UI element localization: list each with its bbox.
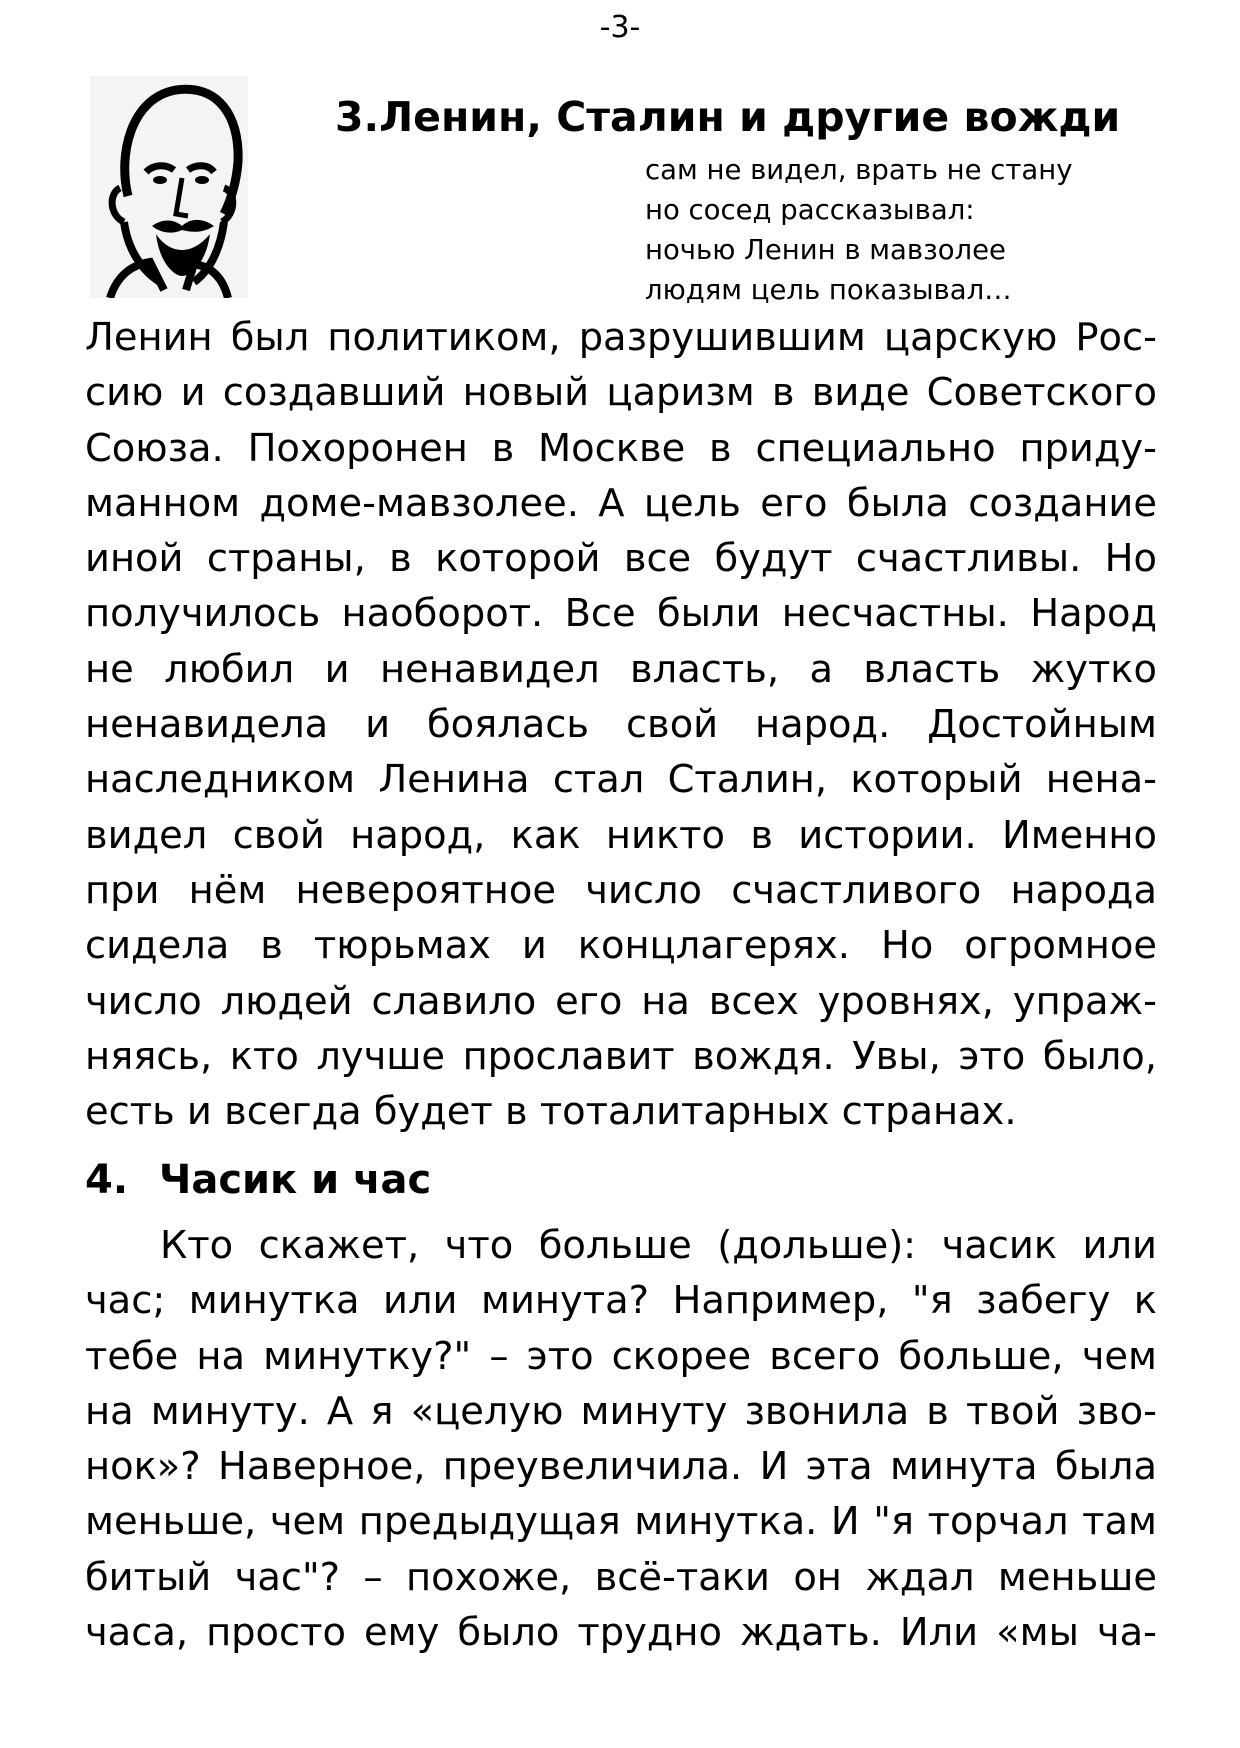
epigraph-line: людям цель показывал… [645, 274, 1012, 306]
paragraph-line: Ленин был политиком, разрушившим царскую Рос- [85, 315, 1157, 360]
paragraph-line: наследником Ленина стал Сталин, который нена- [85, 757, 1157, 803]
section-4-heading [85, 1154, 431, 1206]
paragraph-line: на минуту. А я «целую минуту звонила в твой зво- [85, 1388, 1157, 1434]
epigraph-line: ночью Ленин в мавзолее [645, 234, 1006, 266]
paragraph-line: сию и создавший новый царизм в виде Советского [85, 370, 1157, 416]
paragraph-line: манном доме-мавзолее. А цель его была создание [85, 480, 1157, 526]
epigraph [645, 150, 1073, 310]
paragraph-line: иной страны, в которой все будут счастливы. Но [85, 536, 1157, 582]
page-number: -3- [599, 10, 641, 45]
epigraph-line: но сосед рассказывал: [645, 194, 975, 226]
paragraph-line: часа, просто ему было трудно ждать. Или «мы ча- [85, 1610, 1157, 1656]
paragraph-line: няясь, кто лучше прославит вождя. Увы, это было, [85, 1033, 1157, 1079]
paragraph-line: тебе на минутку?" – это скорее всего больше, чем [85, 1333, 1157, 1379]
paragraph-line: получилось наоборот. Все были несчастны. Народ [85, 591, 1157, 637]
paragraph-line: сидела в тюрьмах и концлагерях. Но огромное [85, 923, 1157, 969]
paragraph-line: меньше, чем предыдущая минутка. И "я торчал там [85, 1499, 1157, 1545]
paragraph-line: видел свой народ, как никто в истории. Именно [85, 812, 1157, 858]
epigraph-line: сам не видел, врать не стану [645, 154, 1073, 186]
lenin-portrait-icon [90, 76, 248, 298]
paragraph-line: число людей славило его на всех уровнях, упраж- [85, 978, 1157, 1024]
paragraph-line: есть и всегда будет в тоталитарных странах. [85, 1089, 1017, 1135]
paragraph-line: час; минутка или минута? Например, "я забегу к [85, 1278, 1157, 1324]
paragraph-line: не любил и ненавидел власть, а власть жутко [85, 646, 1157, 692]
section-3-title: 3.Ленин, Сталин и другие вожди [335, 93, 1121, 141]
section-4-title: Часик и час [159, 1157, 432, 1203]
paragraph-line: ненавидела и боялась свой народ. Достойным [85, 702, 1157, 748]
paragraph-line: Союза. Похоронен в Москве в специально приду- [85, 425, 1157, 471]
paragraph-line: при нём невероятное число счастливого народа [85, 867, 1157, 913]
section-4-number: 4. [85, 1157, 129, 1203]
paragraph-line: нок»? Наверное, преувеличила. И эта минута была [85, 1444, 1157, 1490]
paragraph-line: битый час"? – похоже, всё-таки он ждал меньше [85, 1554, 1157, 1600]
paragraph-line: Кто скажет, что больше (дольше): часик или [160, 1223, 1157, 1268]
section-3-paragraph [85, 310, 1157, 1139]
section-4-paragraph [85, 1218, 1157, 1660]
